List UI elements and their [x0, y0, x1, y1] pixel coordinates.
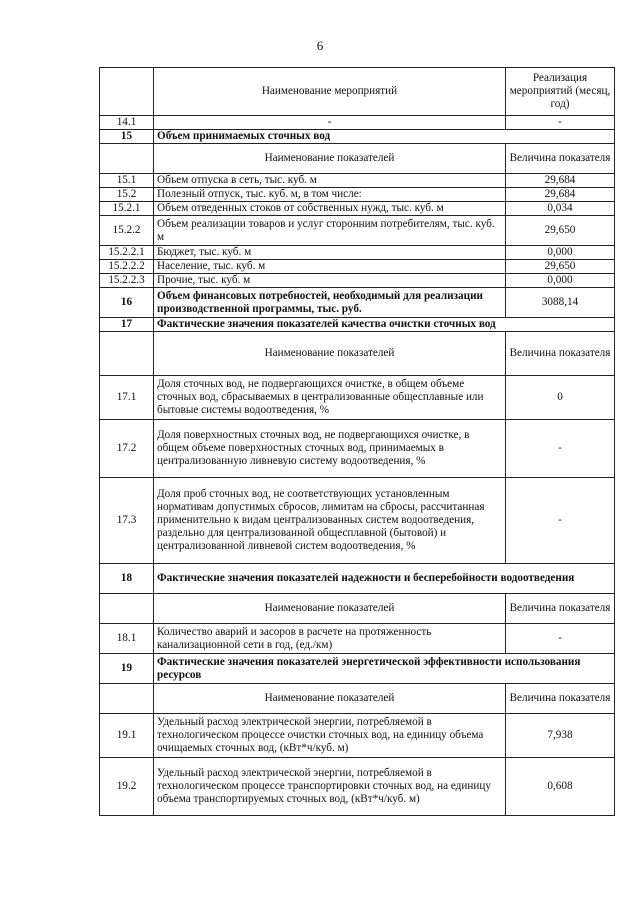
header-num-cell [100, 144, 154, 174]
row-name: - [154, 116, 506, 130]
table-row [100, 246, 615, 260]
row-value: 29,650 [506, 216, 615, 246]
header-num-cell [100, 594, 154, 624]
header-indicator-name: Наименование показателей [154, 594, 506, 624]
measures-table [99, 67, 615, 816]
header-indicator-value: Величина показателя [506, 144, 615, 174]
row-name: Прочие, тыс. куб. м [154, 274, 506, 288]
row-number: 19.2 [100, 758, 154, 816]
table-body [100, 68, 615, 816]
header-indicator-name: Наименование показателей [154, 144, 506, 174]
section-number: 15 [100, 130, 154, 144]
row-number: 17.2 [100, 420, 154, 478]
row-number: 17.1 [100, 376, 154, 420]
row-value: 0,000 [506, 274, 615, 288]
section-number: 17 [100, 318, 154, 332]
header-indicator-name: Наименование показателей [154, 332, 506, 376]
section-title: Объем принимаемых сточных вод [154, 130, 615, 144]
table-row [100, 478, 615, 564]
header-indicator-value: Величина показателя [506, 332, 615, 376]
table-top-header [100, 68, 615, 116]
section-number: 19 [100, 654, 154, 684]
table-row [100, 202, 615, 216]
row-value: 0,608 [506, 758, 615, 816]
row-value: 7,938 [506, 714, 615, 758]
header-num-cell [100, 332, 154, 376]
page-number: 6 [316, 38, 324, 53]
header-indicator-value: Величина показателя [506, 594, 615, 624]
indicators-header-row [100, 594, 615, 624]
row-name: Население, тыс. куб. м [154, 260, 506, 274]
table-row [100, 174, 615, 188]
row-number: 14.1 [100, 116, 154, 130]
row-value: 0,000 [506, 246, 615, 260]
row-name: Объем отведенных стоков от собственных нужд, тыс. куб. м [154, 202, 506, 216]
table-row [100, 288, 615, 318]
row-value: 0 [506, 376, 615, 420]
row-name: Объем финансовых потребностей, необходимый для реализации производственной программы, тыс. руб. [154, 288, 506, 318]
section-row [100, 130, 615, 144]
row-number: 15.1 [100, 174, 154, 188]
section-title: Фактические значения показателей энергетической эффективности использования ресурсов [154, 654, 615, 684]
section-number: 18 [100, 564, 154, 594]
section-row [100, 318, 615, 332]
row-number: 15.2.2.3 [100, 274, 154, 288]
row-number: 16 [100, 288, 154, 318]
row-value: 3088,14 [506, 288, 615, 318]
table-row [100, 116, 615, 130]
table-row [100, 420, 615, 478]
row-value: 29,650 [506, 260, 615, 274]
row-number: 15.2.2 [100, 216, 154, 246]
row-number: 17.3 [100, 478, 154, 564]
table-row [100, 758, 615, 816]
indicators-header-row [100, 684, 615, 714]
row-number: 15.2 [100, 188, 154, 202]
table-row [100, 624, 615, 654]
indicators-header-row [100, 144, 615, 174]
row-name: Объем отпуска в сеть, тыс. куб. м [154, 174, 506, 188]
header-indicator-value: Величина показателя [506, 684, 615, 714]
table-row [100, 188, 615, 202]
table-row [100, 274, 615, 288]
row-value: - [506, 116, 615, 130]
header-indicator-name: Наименование показателей [154, 684, 506, 714]
row-value: 29,684 [506, 188, 615, 202]
section-row [100, 564, 615, 594]
header-measures-name: Наименование мероприятий [154, 68, 506, 116]
row-name: Удельный расход электрической энергии, потребляемой в технологическом процессе очистки сточных вод, на единицу объема очищаемых сточных вод, (кВт*ч/куб. м) [154, 714, 506, 758]
section-row [100, 654, 615, 684]
row-number: 15.2.2.1 [100, 246, 154, 260]
header-num-cell [100, 684, 154, 714]
row-number: 15.2.2.2 [100, 260, 154, 274]
row-name: Объем реализации товаров и услуг сторонним потребителям, тыс. куб. м [154, 216, 506, 246]
indicators-header-row [100, 332, 615, 376]
row-value: - [506, 478, 615, 564]
row-name: Бюджет, тыс. куб. м [154, 246, 506, 260]
table-row [100, 376, 615, 420]
row-name: Количество аварий и засоров в расчете на протяженность канализационной сети в год, (ед./км) [154, 624, 506, 654]
table-row [100, 216, 615, 246]
header-num-cell [100, 68, 154, 116]
header-measures-date: Реализация мероприятий (месяц, год) [506, 68, 615, 116]
row-name: Полезный отпуск, тыс. куб. м, в том числе: [154, 188, 506, 202]
row-value: 0,034 [506, 202, 615, 216]
row-number: 19.1 [100, 714, 154, 758]
row-number: 18.1 [100, 624, 154, 654]
section-title: Фактические значения показателей надежности и бесперебойности водоотведения [154, 564, 615, 594]
row-name: Доля сточных вод, не подвергающихся очистке, в общем объеме сточных вод, сбрасываемых в централизованные общесплавные или бытовые системы водоотведения, % [154, 376, 506, 420]
row-value: - [506, 420, 615, 478]
table-row [100, 714, 615, 758]
row-name: Доля поверхностных сточных вод, не подвергающихся очистке, в общем объеме поверхностных сточных вод, принимаемых в централизованную ливневую систему водоотведения, % [154, 420, 506, 478]
row-name: Доля проб сточных вод, не соответствующих установленным нормативам допустимых сбросов, лимитам на сбросы, рассчитанная применительно к видам централизованных систем водоотведения, раздельно для централизованной общесплавной (бытовой) и централизованной ливневой систем водоотведения, % [154, 478, 506, 564]
section-title: Фактические значения показателей качества очистки сточных вод [154, 318, 615, 332]
row-name: Удельный расход электрической энергии, потребляемой в технологическом процессе транспортировки сточных вод, на единицу объема транспортируемых сточных вод, (кВт*ч/куб. м) [154, 758, 506, 816]
row-value: 29,684 [506, 174, 615, 188]
table-row [100, 260, 615, 274]
row-value: - [506, 624, 615, 654]
row-number: 15.2.1 [100, 202, 154, 216]
